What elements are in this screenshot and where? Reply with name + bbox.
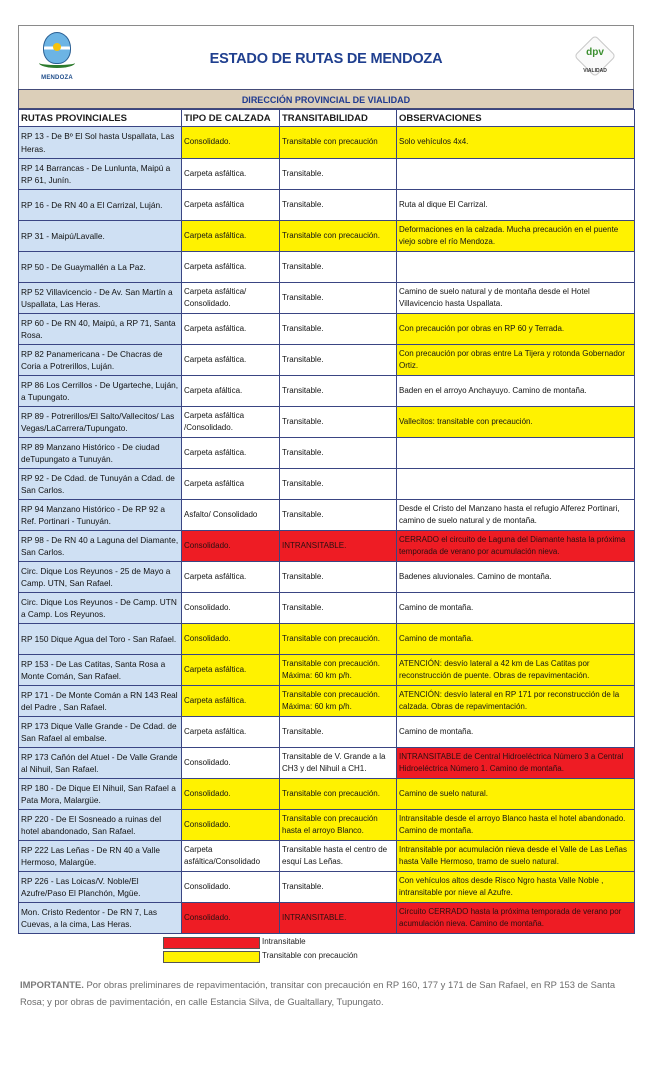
legend-item-intransitable [163,936,423,950]
route-cell: RP 52 Villavicencio - De Av. San Martín a Uspallata, Las Heras. [19,283,182,314]
surface-cell: Carpeta asfáltica. [182,345,280,376]
transitability-cell: Transitable con precaución hasta el arroyo Blanco. [280,810,397,841]
observations-cell: Con vehículos altos desde Risco Ngro hasta Valle Noble , intransitable por nieve al Azufre. [397,872,635,903]
transitability-cell: INTRANSITABLE. [280,903,397,934]
route-cell: RP 173 Dique Valle Grande - De Cdad. de San Rafael al embalse. [19,717,182,748]
route-cell: RP 150 Dique Agua del Toro - San Rafael. [19,624,182,655]
column-header-surface: TIPO DE CALZADA [182,110,280,127]
transitability-cell: Transitable hasta el centro de esquí Las Leñas. [280,841,397,872]
surface-cell: Consolidado. [182,810,280,841]
observations-cell: Badenes aluvionales. Camino de montaña. [397,562,635,593]
transitability-cell: Transitable. [280,376,397,407]
surface-cell: Carpeta asfáltica [182,469,280,500]
surface-cell: Carpeta asfáltica. [182,252,280,283]
table-row [19,841,635,872]
surface-cell: Consolidado. [182,593,280,624]
table-row [19,469,635,500]
transitability-cell: Transitable. [280,500,397,531]
table-row [19,438,635,469]
observations-cell: Camino de montaña. [397,624,635,655]
observations-cell: Camino de suelo natural. [397,779,635,810]
table-row [19,779,635,810]
surface-cell: Carpeta asfáltica/ Consolidado. [182,283,280,314]
table-row [19,531,635,562]
table-row [19,127,635,159]
table-row [19,376,635,407]
route-cell: RP 13 - De Bº El Sol hasta Uspallata, Las Heras. [19,127,182,159]
note-text: Por obras preliminares de repavimentación, transitar con precaución en RP 160, 177 y 171 de San Rafael, en RP 153 de Santa Rosa; y por obras de pavimentación, en calle Estancia Silva, de Gualtallary, Tupungato. [20,979,616,1007]
page-title: ESTADO DE RUTAS DE MENDOZA [209,51,443,67]
vialidad-logo-icon [573,38,617,82]
surface-cell: Carpeta asfáltica. [182,221,280,252]
route-cell: RP 94 Manzano Histórico - De RP 92 a Ref. Portinari - Tunuyán. [19,500,182,531]
transitability-cell: Transitable. [280,593,397,624]
table-row [19,252,635,283]
observations-cell: Baden en el arroyo Anchayuyo. Camino de montaña. [397,376,635,407]
observations-cell: Intransitable por acumulación nieva desde el Valle de Las Leñas hasta Valle Hermoso, tramo de suelo natural. [397,841,635,872]
table-row [19,655,635,686]
surface-cell: Carpeta asfáltica. [182,438,280,469]
transitability-cell: Transitable de V. Grande a la CH3 y del Nihuil a CH1. [280,748,397,779]
important-note [20,976,634,1010]
observations-cell: Vallecitos: transitable con precaución. [397,407,635,438]
column-header-observations: OBSERVACIONES [397,110,635,127]
route-cell: RP 82 Panamericana - De Chacras de Coria a Potrerillos, Luján. [19,345,182,376]
table-row [19,903,635,934]
observations-cell: Con precaución por obras entre La Tijera y rotonda Gobernador Ortiz. [397,345,635,376]
observations-cell: INTRANSITABLE de Central Hidroeléctrica Número 3 a Central Hidroeléctrica Número 1. Camino de montaña. [397,748,635,779]
table-row [19,562,635,593]
route-cell: RP 60 - De RN 40, Maipú, a RP 71, Santa Rosa. [19,314,182,345]
transitability-cell: Transitable. [280,872,397,903]
observations-cell: CERRADO el circuito de Laguna del Diamante hasta la próxima temporada de verano por acumulación nieva. [397,531,635,562]
transitability-cell: Transitable. [280,159,397,190]
surface-cell: Carpeta asfáltica. [182,655,280,686]
route-cell: Mon. Cristo Redentor - De RN 7, Las Cuevas, a la cima, Las Heras. [19,903,182,934]
transitability-cell: Transitable. [280,283,397,314]
transitability-cell: Transitable. [280,562,397,593]
observations-cell: Con precaución por obras en RP 60 y Terrada. [397,314,635,345]
note-lead: IMPORTANTE. [20,979,84,990]
observations-cell: Circuito CERRADO hasta la próxima temporada de verano por acumulación nieva. Camino de montaña. [397,903,635,934]
surface-cell: Carpeta asfáltica. [182,159,280,190]
table-row [19,872,635,903]
table-row [19,221,635,252]
transitability-cell: Transitable con precaución. [280,779,397,810]
transitability-cell: Transitable con precaución. Máxima: 60 km p/h. [280,686,397,717]
route-cell: RP 92 - De Cdad. de Tunuyán a Cdad. de San Carlos. [19,469,182,500]
transitability-cell: Transitable con precaución [280,127,397,159]
route-cell: RP 31 - Maipú/Lavalle. [19,221,182,252]
table-row [19,810,635,841]
surface-cell: Asfalto/ Consolidado [182,500,280,531]
table-row [19,159,635,190]
column-header-routes: RUTAS PROVINCIALES [19,110,182,127]
observations-cell [397,159,635,190]
route-cell: RP 220 - De El Sosneado a ruinas del hotel abandonado, San Rafael. [19,810,182,841]
observations-cell: Solo vehículos 4x4. [397,127,635,159]
observations-cell: ATENCIÓN: desvío lateral a 42 km de Las Catitas por reconstrucción de puente. Obras de repavimentación. [397,655,635,686]
route-cell: RP 180 - De Dique El Nihuil, San Rafael a Pata Mora, Malargüe. [19,779,182,810]
route-cell: RP 89 Manzano Histórico - De ciudad deTupungato a Tunuyán. [19,438,182,469]
route-cell: Circ. Dique Los Reyunos - De Camp. UTN a Camp. Los Reyunos. [19,593,182,624]
route-cell: RP 16 - De RN 40 a El Carrizal, Luján. [19,190,182,221]
observations-cell: Desde el Cristo del Manzano hasta el refugio Alferez Portinari, camino de suelo natural y de montaña. [397,500,635,531]
observations-cell: Intransitable desde el arroyo Blanco hasta el hotel abandonado. Camino de montaña. [397,810,635,841]
route-cell: RP 14 Barrancas - De Lunlunta, Maipú a RP 61, Junín. [19,159,182,190]
legend-swatch-yellow [163,951,260,963]
observations-cell [397,252,635,283]
transitability-cell: INTRANSITABLE. [280,531,397,562]
surface-cell: Carpeta asfáltica. [182,717,280,748]
mendoza-logo-caption: MENDOZA [41,75,73,81]
surface-cell: Consolidado. [182,531,280,562]
surface-cell: Consolidado. [182,127,280,159]
table-row [19,345,635,376]
table-header-row [19,110,635,127]
route-cell: RP 98 - De RN 40 a Laguna del Diamante, San Carlos. [19,531,182,562]
table-row [19,748,635,779]
surface-cell: Carpeta afáltica. [182,376,280,407]
observations-cell: Camino de montaña. [397,593,635,624]
table-row [19,190,635,221]
surface-cell: Consolidado. [182,624,280,655]
transitability-cell: Transitable. [280,252,397,283]
legend-label: Intransitable [262,937,306,946]
observations-cell: Deformaciones en la calzada. Mucha precaución en el puente viejo sobre el río Mendoza. [397,221,635,252]
surface-cell: Carpeta asfáltica. [182,562,280,593]
table-row [19,717,635,748]
transitability-cell: Transitable. [280,190,397,221]
surface-cell: Carpeta asfáltica /Consolidado. [182,407,280,438]
route-cell: RP 171 - De Monte Comán a RN 143 Real del Padre , San Rafael. [19,686,182,717]
transitability-cell: Transitable. [280,438,397,469]
vialidad-logo-mark: dpv [586,47,604,58]
observations-cell: Camino de montaña. [397,717,635,748]
route-cell: Circ. Dique Los Reyunos - 25 de Mayo a Camp. UTN, San Rafael. [19,562,182,593]
transitability-cell: Transitable. [280,469,397,500]
route-cell: RP 173 Cañón del Atuel - De Valle Grande al Nihuil, San Rafael. [19,748,182,779]
vialidad-logo-name: VIALIDAD [583,68,607,74]
agency-subheader: DIRECCIÓN PROVINCIAL DE VIALIDAD [18,89,634,109]
table-row [19,283,635,314]
column-header-transitability: TRANSITABILIDAD [280,110,397,127]
transitability-cell: Transitable con precaución. [280,624,397,655]
route-cell: RP 153 - De Las Catitas, Santa Rosa a Monte Comán, San Rafael. [19,655,182,686]
observations-cell: Ruta al dique El Carrizal. [397,190,635,221]
sheet-header [18,25,634,89]
observations-cell: ATENCIÓN: desvío lateral en RP 171 por reconstrucción de la calzada. Obras de repavimentación. [397,686,635,717]
table-row [19,593,635,624]
surface-cell: Carpeta asfáltica. [182,686,280,717]
table-row [19,500,635,531]
surface-cell: Carpeta asfáltica. [182,314,280,345]
table-row [19,314,635,345]
table-row [19,407,635,438]
status-legend [163,936,423,964]
observations-cell [397,469,635,500]
transitability-cell: Transitable con precaución. [280,221,397,252]
route-cell: RP 50 - De Guaymallén a La Paz. [19,252,182,283]
route-cell: RP 226 - Las Loicas/V. Noble/El Azufre/Paso El Planchón, Mgüe. [19,872,182,903]
legend-label: Transitable con precaución [262,951,358,960]
transitability-cell: Transitable. [280,717,397,748]
route-cell: RP 86 Los Cerrillos - De Ugarteche, Luján, a Tupungato. [19,376,182,407]
legend-swatch-red [163,937,260,949]
surface-cell: Consolidado. [182,748,280,779]
observations-cell [397,438,635,469]
table-row [19,624,635,655]
surface-cell: Consolidado. [182,903,280,934]
transitability-cell: Transitable. [280,314,397,345]
transitability-cell: Transitable. [280,407,397,438]
observations-cell: Camino de suelo natural y de montaña desde el Hotel Villavicencio hasta Uspallata. [397,283,635,314]
routes-table [18,109,635,934]
legend-item-caution [163,950,423,964]
road-status-sheet [18,25,634,934]
route-cell: RP 222 Las Leñas - De RN 40 a Valle Hermoso, Malargüe. [19,841,182,872]
table-row [19,686,635,717]
transitability-cell: Transitable. [280,345,397,376]
transitability-cell: Transitable con precaución. Máxima: 60 km p/h. [280,655,397,686]
surface-cell: Consolidado. [182,779,280,810]
surface-cell: Consolidado. [182,872,280,903]
surface-cell: Carpeta asfáltica [182,190,280,221]
surface-cell: Carpeta asfáltica/Consolidado [182,841,280,872]
route-cell: RP 89 - Potrerillos/El Salto/Vallecitos/ Las Vegas/LaCarrera/Tupungato. [19,407,182,438]
